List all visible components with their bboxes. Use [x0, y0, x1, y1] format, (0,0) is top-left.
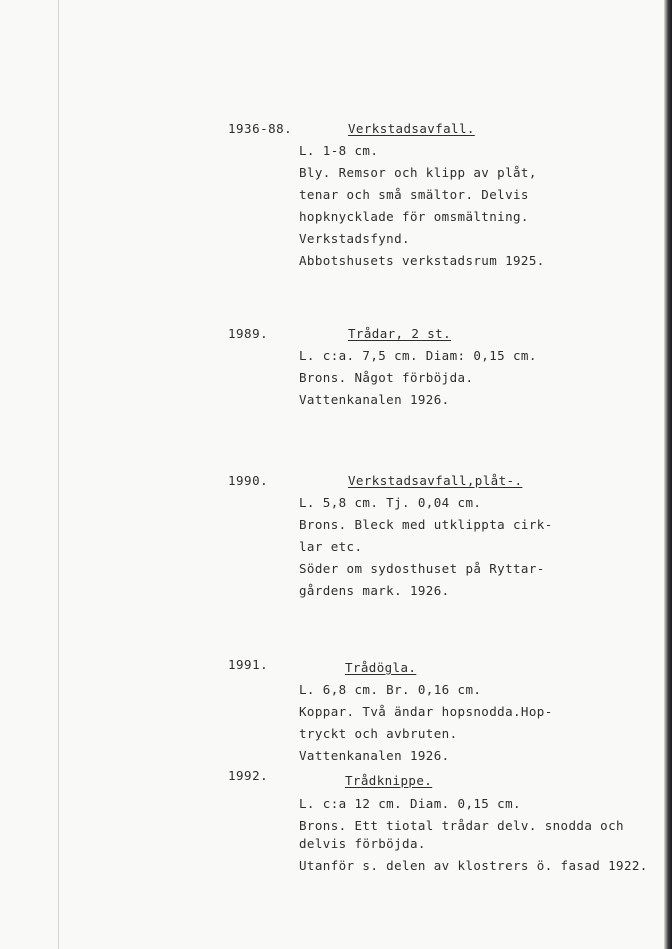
- entry-line: L. c:a 12 cm. Diam. 0,15 cm.: [299, 796, 521, 811]
- entry-line: tenar och små smältor. Delvis: [299, 187, 529, 202]
- entry-line: Abbotshusets verkstadsrum 1925.: [299, 253, 545, 268]
- entry-line: Verkstadsfynd.: [299, 231, 410, 246]
- page-fold-line: [58, 0, 59, 949]
- entry-title: Trådar, 2 st.: [348, 326, 452, 341]
- entry-line: tryckt och avbruten.: [299, 726, 458, 741]
- entry-number: 1936-88.: [228, 121, 293, 136]
- entry-line: lar etc.: [299, 539, 363, 554]
- entry-title: Verkstadsavfall,plåt-.: [348, 473, 523, 488]
- entry-number: 1992.: [228, 768, 269, 783]
- entry-line: Vattenkanalen 1926.: [299, 392, 450, 407]
- entry-line: Brons. Bleck med utklippta cirk-: [299, 517, 553, 532]
- entry-line: delvis förböjda.: [299, 836, 426, 851]
- page-edge-shadow: [664, 0, 672, 949]
- entry-line: L. 6,8 cm. Br. 0,16 cm.: [299, 682, 482, 697]
- entry-line: Utanför s. delen av klostrers ö. fasad 1922.: [299, 858, 648, 873]
- entry-number: 1990.: [228, 473, 269, 488]
- entry-line: gårdens mark. 1926.: [299, 583, 450, 598]
- entry-line: Söder om sydosthuset på Ryttar-: [299, 561, 545, 576]
- entry-title: Trådknippe.: [345, 773, 433, 788]
- entry-title: Verkstadsavfall.: [348, 121, 475, 136]
- entry-line: Koppar. Två ändar hopsnodda.Hop-: [299, 704, 553, 719]
- entry-line: L. 5,8 cm. Tj. 0,04 cm.: [299, 495, 482, 510]
- entry-line: L. 1-8 cm.: [299, 143, 379, 158]
- entry-line: hopknycklade för omsmältning.: [299, 209, 529, 224]
- entry-line: Brons. Ett tiotal trådar delv. snodda och: [299, 818, 624, 833]
- entry-line: Vattenkanalen 1926.: [299, 748, 450, 763]
- entry-line: Brons. Något förböjda.: [299, 370, 474, 385]
- entry-number: 1989.: [228, 326, 269, 341]
- entry-line: Bly. Remsor och klipp av plåt,: [299, 165, 537, 180]
- entry-line: L. c:a. 7,5 cm. Diam: 0,15 cm.: [299, 348, 537, 363]
- entry-number: 1991.: [228, 657, 269, 672]
- entry-title: Trådögla.: [345, 660, 417, 675]
